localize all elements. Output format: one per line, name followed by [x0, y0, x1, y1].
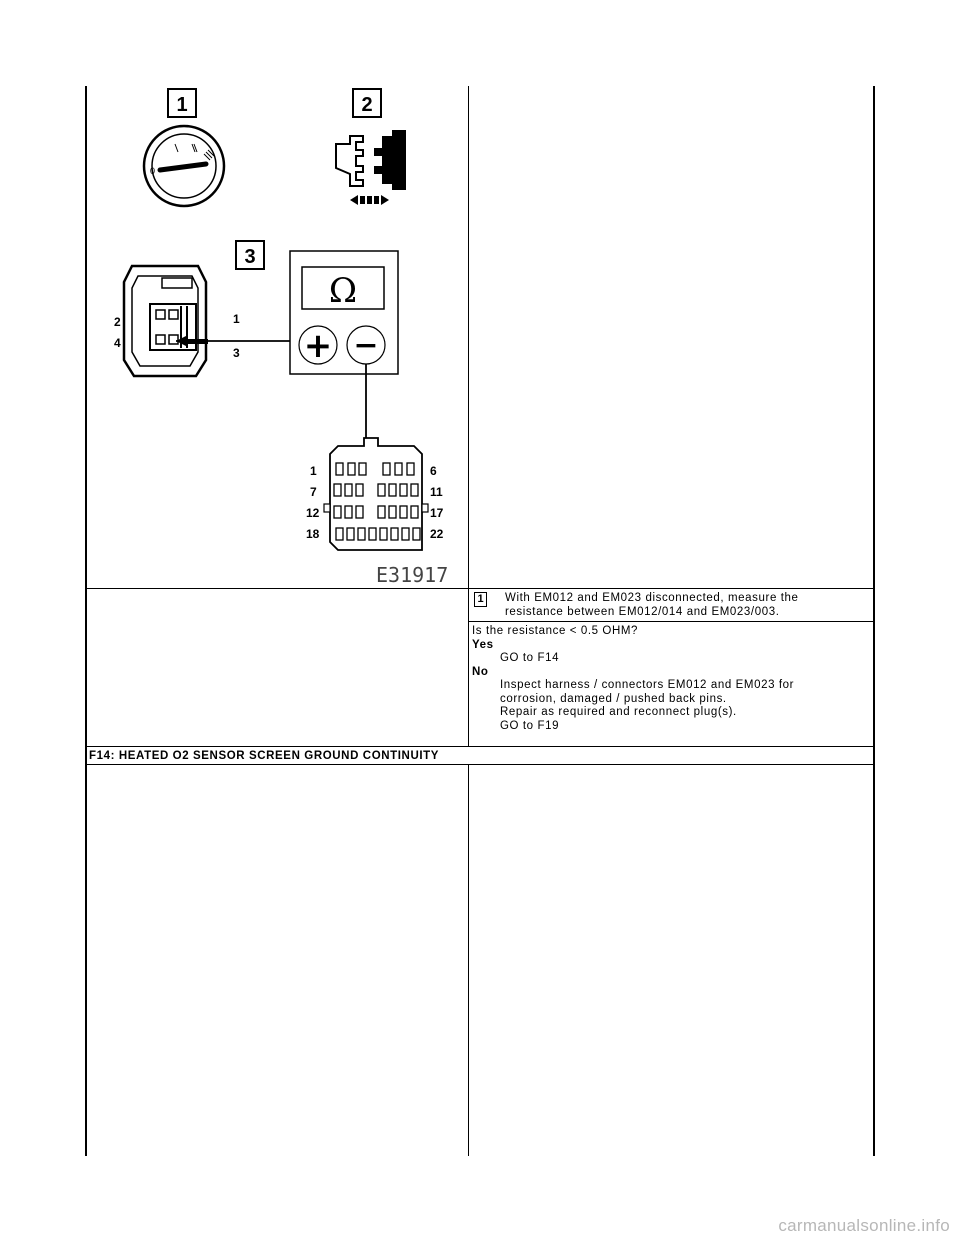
disconnected-connector-icon — [336, 130, 406, 205]
svg-text:0: 0 — [150, 166, 156, 176]
no-action-line-1: Inspect harness / connectors EM012 and EM023 for — [500, 679, 795, 691]
row-line-heading-bottom — [85, 764, 875, 765]
circuit-illustration — [88, 86, 468, 588]
sensor-pin-4: 4 — [114, 336, 121, 350]
no-action-line-4: GO to F19 — [500, 719, 560, 732]
yes-action: GO to F14 — [500, 652, 560, 664]
site-watermark: carmanualsonline.info — [778, 1216, 950, 1235]
yes-label: Yes — [472, 638, 494, 651]
decision-question: Is the resistance < 0.5 OHM? — [472, 625, 639, 637]
no-action-line-3: Repair as required and reconnect plug(s). — [500, 706, 737, 718]
harness-pin-6: 6 — [430, 464, 437, 478]
sensor-connector-icon — [124, 266, 206, 376]
ignition-switch-icon — [144, 126, 224, 206]
no-label: No — [472, 665, 489, 678]
harness-connector-icon — [324, 438, 428, 550]
harness-pin-12: 12 — [306, 506, 320, 520]
figure-id: E31917 — [376, 563, 449, 587]
section-heading: F14: HEATED O2 SENSOR SCREEN GROUND CONTINUITY — [89, 750, 440, 762]
sensor-pin-2: 2 — [114, 315, 121, 329]
harness-pin-18: 18 — [306, 527, 320, 541]
step-instruction-line-1: With EM012 and EM023 disconnected, measure the — [505, 592, 799, 604]
outer-left-border — [85, 86, 87, 1156]
column-divider-top — [468, 86, 469, 746]
harness-pin-7: 7 — [310, 485, 317, 499]
sensor-pin-1: 1 — [233, 312, 240, 326]
row-line-decision-bottom — [85, 746, 875, 747]
harness-pin-11: 11 — [430, 485, 443, 499]
sensor-pin-3: 3 — [233, 346, 240, 360]
ohm-symbol: Ω — [328, 271, 358, 311]
callout-2-text: 2 — [361, 94, 373, 116]
probe-minus: − — [353, 328, 379, 363]
step-instruction-line-2: resistance between EM012/014 and EM023/003. — [505, 606, 780, 618]
no-action-line-2: corrosion, damaged / pushed back pins. — [500, 692, 727, 705]
decision-block — [472, 625, 872, 733]
callout-3-text: 3 — [244, 246, 256, 268]
harness-pin-1: 1 — [310, 464, 317, 478]
probe-plus: + — [303, 326, 333, 366]
callout-1-text: 1 — [176, 94, 188, 116]
harness-pin-17: 17 — [430, 506, 444, 520]
harness-pin-22: 22 — [430, 527, 444, 541]
column-divider-bottom — [468, 765, 469, 1156]
step-number-badge: 1 — [474, 592, 487, 607]
wiring-figure — [88, 86, 468, 593]
row-line-step-bottom — [469, 621, 875, 622]
